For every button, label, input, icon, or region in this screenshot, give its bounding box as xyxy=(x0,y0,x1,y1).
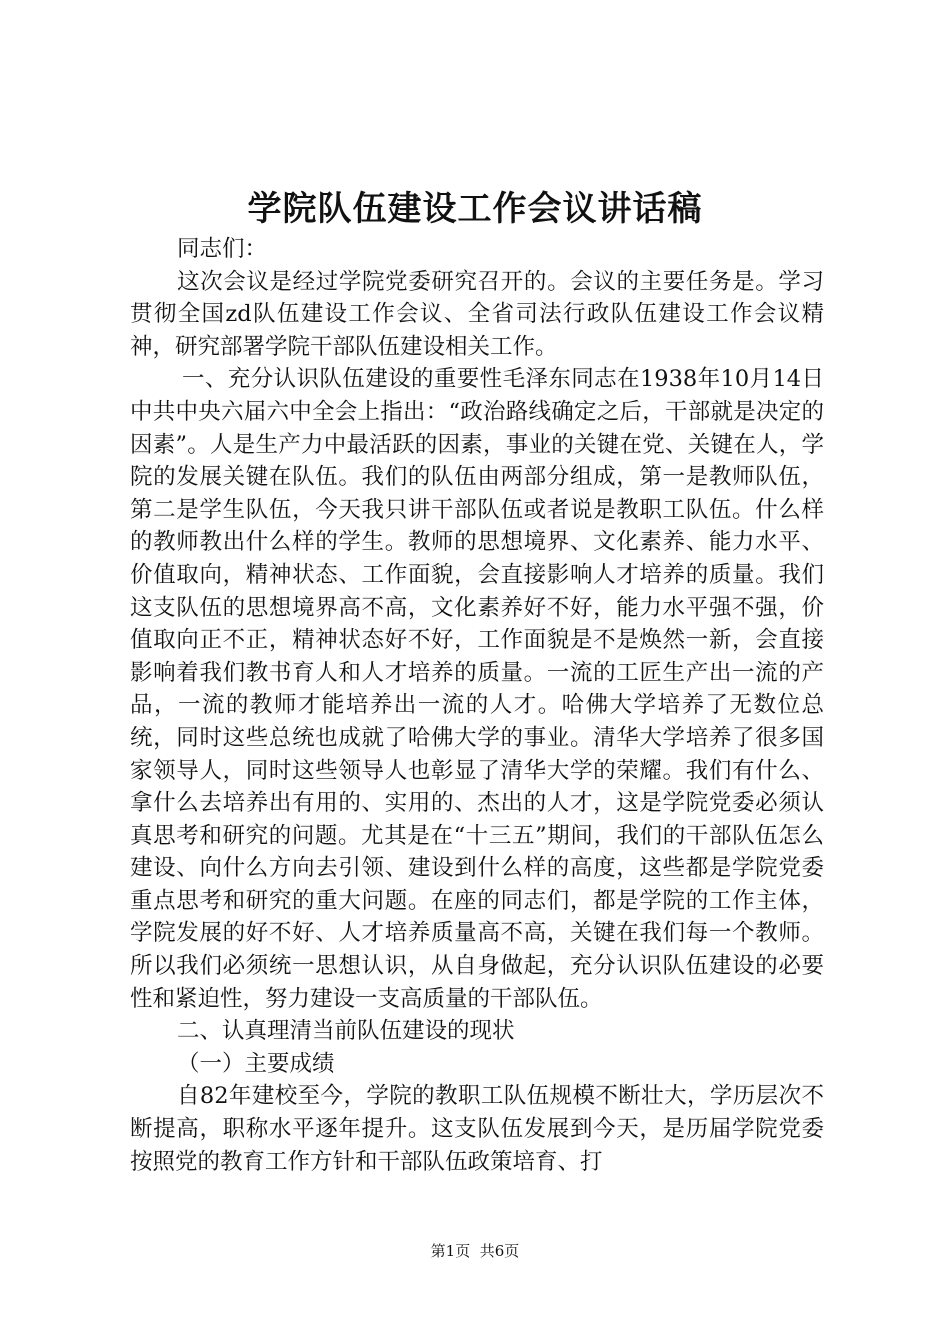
section-two-heading: 二、认真理清当前队伍建设的现状 xyxy=(177,1018,515,1045)
subsection-heading: （一）主要成绩 xyxy=(177,1050,335,1077)
document-title: 学院队伍建设工作会议讲话稿 xyxy=(247,189,703,229)
page-number: 第1页 xyxy=(430,1242,471,1260)
page-footer xyxy=(0,1241,950,1261)
intro-paragraph: 这次会议是经过学院党委研究召开的。会议的主要任务是。学习贯彻全国zd队伍建设工作会议、全省司法行政队伍建设工作会议精神，研究部署学院干部队伍建设相关工作。 xyxy=(130,268,824,360)
page-total: 共6页 xyxy=(479,1242,520,1260)
document-body xyxy=(130,233,824,1178)
achievements-paragraph: 自82年建校至今，学院的教职工队伍规模不断壮大，学历层次不断提高，职称水平逐年提升。这支队伍发展到今天，是历届学院党委按照党的教育工作方针和干部队伍政策培育、打 xyxy=(130,1083,824,1175)
salutation-paragraph: 同志们： xyxy=(177,236,268,262)
section-one-paragraph: 一、充分认识队伍建设的重要性毛泽东同志在1938年10月14日中共中央六届六中全会上指出：“政治路线确定之后，干部就是决定的因素”。人是生产力中最活跃的因素，事业的关键在党、关键在人，学院的发展关键在队伍。我们的队伍由两部分组成，第一是教师队伍，第二是学生队伍，今天我只讲干部队伍或者说是教职工队伍。什么样的教师教出什么样的学生。教师的思想境界、文化素养、能力水平、价值取向，精神状态、工作面貌，会直接影响人才培养的质量。我们这支队伍的思想境界高不高，文化素养好不好，能力水平强不强，价值取向正不正，精神状态好不好，工作面貌是不是焕然一新，会直接影响着我们教书育人和人才培养的质量。一流的工匠生产出一流的产品，一流的教师才能培养出一流的人才。哈佛大学培养了无数位总统，同时这些总统也成就了哈佛大学的事业。清华大学培养了很多国家领导人，同时这些领导人也彰显了清华大学的荣耀。我们有什么、拿什么去培养出有用的、实用的、杰出的人才，这是学院党委必须认真思考和研究的问题。尤其是在“十三五”期间，我们的干部队伍怎么建设、向什么方向去引领、建设到什么样的高度，这些都是学院党委重点思考和研究的重大问题。在座的同志们，都是学院的工作主体，学院发展的好不好、人才培养质量高不高，关键在我们每一个教师。所以我们必须统一思想认识，从自身做起，充分认识队伍建设的必要性和紧迫性，努力建设一支高质量的干部队伍。 xyxy=(130,366,824,1012)
